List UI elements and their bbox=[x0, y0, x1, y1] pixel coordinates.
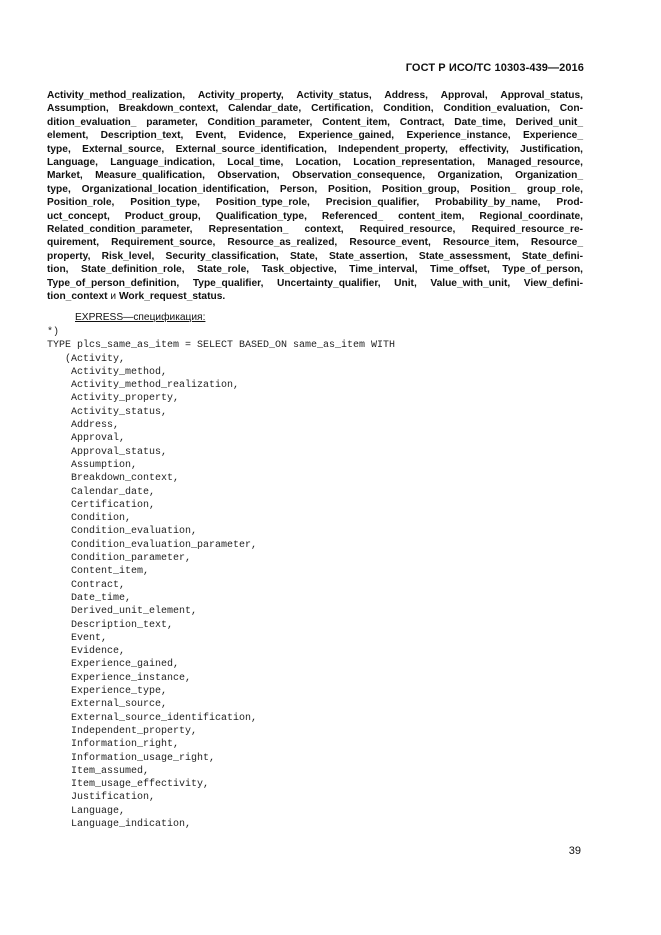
code-line: Experience_gained, bbox=[47, 659, 180, 671]
code-line: Information_right, bbox=[47, 739, 180, 751]
paragraph-last-line bbox=[47, 290, 583, 303]
code-line: Information_usage_right, bbox=[47, 752, 216, 764]
code-line: External_source_identification, bbox=[47, 712, 258, 724]
code-line: External_source, bbox=[47, 699, 168, 711]
paragraph-last-term-1: tion_context bbox=[47, 291, 108, 303]
code-line: Justification, bbox=[47, 792, 156, 804]
page-number: 39 bbox=[568, 845, 581, 857]
code-line: Assumption, bbox=[47, 459, 138, 471]
express-code-block bbox=[47, 326, 395, 831]
paragraph-line: dition_evaluation_ parameter, Condition_parameter, Content_item, Contract, Date_time, Derived_unit_ bbox=[47, 116, 583, 128]
paragraph-line: uct_concept, Product_group, Qualification_type, Referenced_ content_item, Regional_coordinate, bbox=[47, 210, 583, 222]
code-line: Address, bbox=[47, 420, 120, 432]
document-header: ГОСТ Р ИСО/ТС 10303-439—2016 bbox=[405, 62, 584, 74]
code-line: Evidence, bbox=[47, 646, 126, 658]
paragraph-line: element, Description_text, Event, Evidence, Experience_gained, Experience_instance, Experience_ bbox=[47, 130, 583, 142]
code-line: Approval, bbox=[47, 433, 126, 445]
code-line: Content_item, bbox=[47, 566, 150, 578]
paragraph-conjunction: и bbox=[107, 291, 119, 303]
code-line: *) bbox=[47, 327, 60, 338]
express-specification-heading: EXPRESS—спецификация: bbox=[75, 312, 206, 323]
code-line: Experience_type, bbox=[47, 686, 168, 698]
code-line: Condition, bbox=[47, 513, 132, 525]
paragraph-line: Position_role, Position_type, Position_type_role, Precision_qualifier, Probability_by_name, Prod- bbox=[47, 197, 583, 209]
code-line: Language, bbox=[47, 805, 126, 817]
code-line: Item_usage_effectivity, bbox=[47, 779, 210, 791]
code-line: Approval_status, bbox=[47, 446, 168, 458]
code-line: Event, bbox=[47, 632, 108, 644]
paragraph-line: Related_condition_parameter, Representation_ context, Required_resource, Required_resource_re- bbox=[47, 224, 583, 236]
paragraph-line: Assumption, Breakdown_context, Calendar_date, Certification, Condition, Condition_evaluation, Con- bbox=[47, 103, 583, 115]
code-line: TYPE plcs_same_as_item = SELECT BASED_ON same_as_item WITH bbox=[47, 340, 396, 352]
code-line: Contract, bbox=[47, 579, 126, 591]
code-line: Activity_method_realization, bbox=[47, 380, 240, 392]
code-line: Certification, bbox=[47, 499, 156, 511]
paragraph-line: property, Risk_level, Security_classification, State, State_assertion, State_assessment, State_defini- bbox=[47, 250, 583, 262]
code-line: Activity_method, bbox=[47, 366, 168, 378]
paragraph-line: Language, Language_indication, Local_time, Location, Location_representation, Managed_resource, bbox=[47, 157, 583, 169]
code-line: Date_time, bbox=[47, 592, 132, 604]
code-line: Independent_property, bbox=[47, 725, 198, 737]
paragraph-line: quirement, Requirement_source, Resource_as_realized, Resource_event, Resource_item, Resource_ bbox=[47, 237, 583, 249]
paragraph-line: tion, State_definition_role, State_role, Task_objective, Time_interval, Time_offset, Type_of_person, bbox=[47, 264, 583, 276]
code-line: Condition_evaluation, bbox=[47, 526, 198, 538]
code-line: (Activity, bbox=[47, 353, 126, 365]
paragraph-line: Type_of_person_definition, Type_qualifier, Uncertainty_qualifier, Unit, Value_with_unit, View_defini- bbox=[47, 277, 583, 289]
paragraph-line: type, External_source, External_source_identification, Independent_property, effectivity, Justification, bbox=[47, 143, 583, 155]
code-line: Breakdown_context, bbox=[47, 473, 180, 485]
code-line: Item_assumed, bbox=[47, 765, 150, 777]
code-line: Derived_unit_element, bbox=[47, 606, 198, 618]
code-line: Description_text, bbox=[47, 619, 174, 631]
paragraph-last-term-2: Work_request_status. bbox=[118, 291, 226, 303]
code-line: Activity_status, bbox=[47, 406, 168, 418]
code-line: Condition_parameter, bbox=[47, 553, 192, 565]
select-items-paragraph bbox=[47, 89, 583, 304]
code-line: Language_indication, bbox=[47, 818, 192, 830]
code-line: Experience_instance, bbox=[47, 672, 192, 684]
code-line: Activity_property, bbox=[47, 393, 180, 405]
paragraph-line: Activity_method_realization, Activity_property, Activity_status, Address, Approval, Approval_status, bbox=[47, 90, 583, 101]
code-line: Calendar_date, bbox=[47, 486, 156, 498]
code-line: Condition_evaluation_parameter, bbox=[47, 539, 258, 551]
paragraph-line: type, Organizational_location_identification, Person, Position, Position_group, Position_ group_role, bbox=[47, 183, 583, 195]
paragraph-line: Market, Measure_qualification, Observation, Observation_consequence, Organization, Organization_ bbox=[47, 170, 583, 182]
